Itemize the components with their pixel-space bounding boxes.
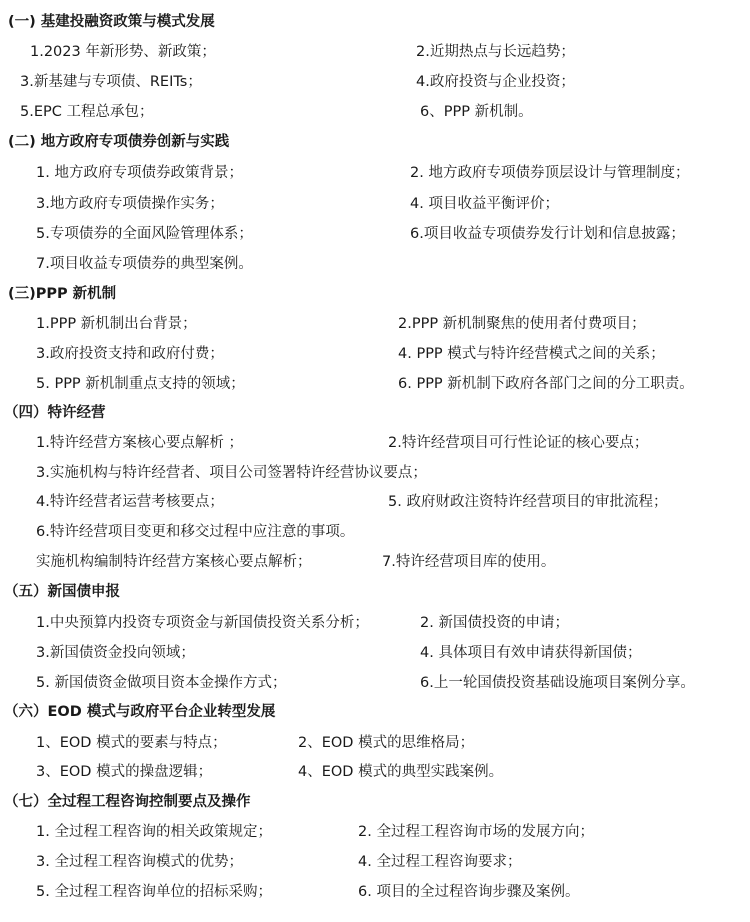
list-item: 5. 全过程工程咨询单位的招标采购；: [36, 884, 272, 900]
list-item: 6. PPP 新机制下政府各部门之间的分工职责。: [398, 376, 694, 392]
list-item: 1、EOD 模式的要素与特点；: [36, 735, 227, 751]
list-item: 5.专项债券的全面风险管理体系；: [36, 226, 253, 242]
list-item: 4、EOD 模式的典型实践案例。: [298, 764, 504, 780]
list-item: 2. 地方政府专项债券顶层设计与管理制度；: [410, 165, 690, 181]
list-item: 1. 地方政府专项债券政策背景；: [36, 165, 243, 181]
list-item: 4. 全过程工程咨询要求；: [358, 854, 522, 870]
section-heading: (三)PPP 新机制: [8, 286, 117, 302]
list-item: 4. 具体项目有效申请获得新国债；: [420, 645, 642, 661]
list-item: 3.新国债资金投向领域；: [36, 645, 195, 661]
list-item: 4. PPP 模式与特许经营模式之间的关系；: [398, 346, 665, 362]
list-item: 7.特许经营项目库的使用。: [382, 554, 556, 570]
list-item: 5. 新国债资金做项目资本金操作方式；: [36, 675, 287, 691]
section-heading: （六）EOD 模式与政府平台企业转型发展: [4, 704, 276, 720]
list-item: 2、EOD 模式的思维格局；: [298, 735, 475, 751]
list-item: 2.PPP 新机制聚焦的使用者付费项目；: [398, 316, 646, 332]
list-item: 3、EOD 模式的操盘逻辑；: [36, 764, 213, 780]
list-item: 1.2023 年新形势、新政策；: [30, 44, 216, 60]
list-item: 1. 全过程工程咨询的相关政策规定；: [36, 824, 272, 840]
list-item: 5.EPC 工程总承包；: [20, 104, 154, 120]
section-heading: (二) 地方政府专项债券创新与实践: [8, 134, 230, 150]
list-item: 2. 全过程工程咨询市场的发展方向；: [358, 824, 594, 840]
list-item: 6.项目收益专项债券发行计划和信息披露；: [410, 226, 685, 242]
section-heading: （七）全过程工程咨询控制要点及操作: [4, 794, 251, 810]
list-item: 实施机构编制特许经营方案核心要点解析；: [36, 554, 312, 570]
list-item: 3.政府投资支持和政府付费；: [36, 346, 224, 362]
list-item: 2.特许经营项目可行性论证的核心要点；: [388, 435, 649, 451]
list-item: 2. 新国债投资的申请；: [420, 615, 569, 631]
list-item: 6、PPP 新机制。: [420, 104, 533, 120]
list-item: 3.新基建与专项债、REITs；: [20, 74, 202, 90]
list-item: 7.项目收益专项债券的典型案例。: [36, 256, 253, 272]
list-item: 3.地方政府专项债操作实务；: [36, 196, 224, 212]
list-item: 3. 全过程工程咨询模式的优势；: [36, 854, 243, 870]
section-heading: (一) 基建投融资政策与模式发展: [8, 14, 215, 30]
list-item: 3.实施机构与特许经营者、项目公司签署特许经营协议要点；: [36, 465, 427, 481]
list-item: 6.上一轮国债投资基础设施项目案例分享。: [420, 675, 695, 691]
list-item: 4. 项目收益平衡评价；: [410, 196, 559, 212]
list-item: 2.近期热点与长远趋势；: [416, 44, 575, 60]
section-heading: （五）新国债申报: [4, 584, 120, 600]
list-item: 1.特许经营方案核心要点解析 ；: [36, 435, 243, 451]
list-item: 5. PPP 新机制重点支持的领域；: [36, 376, 245, 392]
list-item: 6. 项目的全过程咨询步骤及案例。: [358, 884, 580, 900]
list-item: 6.特许经营项目变更和移交过程中应注意的事项。: [36, 524, 355, 540]
list-item: 5. 政府财政注资特许经营项目的审批流程；: [388, 494, 668, 510]
list-item: 4.政府投资与企业投资；: [416, 74, 575, 90]
list-item: 1.PPP 新机制出台背景；: [36, 316, 197, 332]
list-item: 1.中央预算内投资专项资金与新国债投资关系分析；: [36, 615, 369, 631]
section-heading: （四）特许经营: [4, 405, 106, 421]
list-item: 4.特许经营者运营考核要点；: [36, 494, 224, 510]
